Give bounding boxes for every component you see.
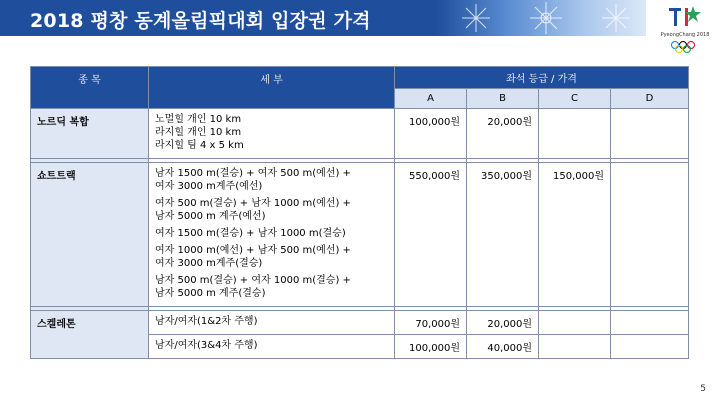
header-grade-c: C [539, 89, 611, 109]
olympic-rings-icon [655, 40, 715, 54]
category-short-track: 쇼트트랙 [31, 163, 149, 307]
event-detail: 남자 500 m(결승) + 여자 1000 m(결승) + 남자 5000 m 계주(결승) [155, 275, 351, 299]
event-detail: 노멀힐 개인 10 km 라지힐 개인 10 km 라지힐 팀 4 x 5 km [155, 114, 244, 151]
price-d [611, 335, 689, 359]
price-b: 20,000원 [467, 311, 539, 335]
price-a: 550,000원 [395, 163, 467, 307]
price-a: 100,000원 [395, 335, 467, 359]
title-bar [0, 0, 436, 36]
price-a: 100,000원 [395, 109, 467, 159]
logo-caption: PyeongChang 2018 [660, 32, 710, 38]
price-d [611, 311, 689, 335]
table-row [31, 109, 689, 159]
event-detail: 여자 1500 m(결승) + 남자 1000 m(결승) [155, 228, 346, 239]
snowflake-icon [436, 0, 646, 36]
detail-cell [149, 335, 395, 359]
event-detail: 남자/여자(1&2차 주행) [155, 316, 258, 327]
event-detail: 남자/여자(3&4차 주행) [155, 340, 258, 351]
category-nordic-combined: 노르딕 복합 [31, 109, 149, 159]
pyeongchang-logo [655, 2, 715, 62]
snowflake-banner [436, 0, 646, 36]
category-skeleton: 스켈레톤 [31, 311, 149, 359]
price-a: 70,000원 [395, 311, 467, 335]
event-detail: 남자 1500 m(결승) + 여자 500 m(예선) + 여자 3000 m계주(예선) [155, 168, 351, 192]
header-grade-a: A [395, 89, 467, 109]
price-d [611, 109, 689, 159]
price-b: 40,000원 [467, 335, 539, 359]
price-c: 150,000원 [539, 163, 611, 307]
price-b: 20,000원 [467, 109, 539, 159]
page-title: 2018 평창 동계올림픽대회 입장권 가격 [30, 10, 371, 32]
olympic-emblem-icon [655, 2, 715, 32]
table-row [31, 163, 689, 307]
header-seat-grade: 좌석 등급 / 가격 [395, 67, 689, 89]
detail-cell [149, 109, 395, 159]
price-b: 350,000원 [467, 163, 539, 307]
table-row [31, 311, 689, 335]
header-category: 종 목 [31, 67, 149, 109]
page-number: 5 [700, 384, 706, 394]
header-detail: 세 부 [149, 67, 395, 109]
price-c [539, 109, 611, 159]
price-c [539, 311, 611, 335]
detail-cell [149, 163, 395, 307]
price-d [611, 163, 689, 307]
price-c [539, 335, 611, 359]
header-grade-b: B [467, 89, 539, 109]
slide-header [0, 0, 720, 40]
event-detail: 여자 1000 m(예선) + 남자 500 m(예선) + 여자 3000 m계주(결승) [155, 245, 351, 269]
ticket-price-table [30, 66, 689, 359]
header-grade-d: D [611, 89, 689, 109]
detail-cell [149, 311, 395, 335]
event-detail: 여자 500 m(결승) + 남자 1000 m(예선) + 남자 5000 m 계주(예선) [155, 198, 351, 222]
